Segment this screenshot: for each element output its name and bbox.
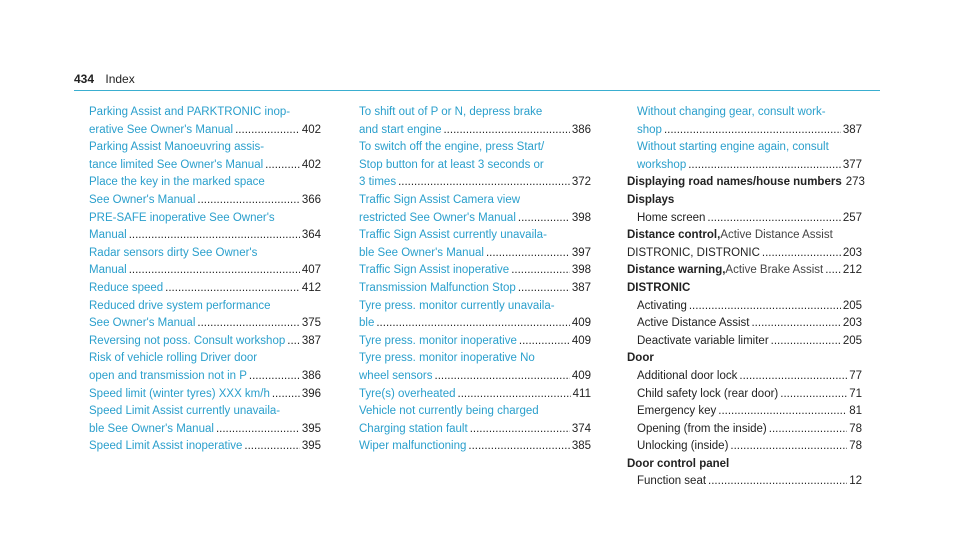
index-entry[interactable] [359, 368, 591, 386]
index-entry[interactable] [359, 280, 591, 298]
index-entry[interactable] [89, 333, 321, 351]
page-reference: 397 [571, 246, 591, 259]
index-entry [627, 456, 862, 474]
index-entry[interactable] [89, 174, 321, 192]
index-entry [627, 280, 862, 298]
index-entry-text: Distance control, [627, 229, 721, 242]
page-reference: 203 [842, 317, 862, 330]
index-entry-text: Manual [89, 229, 127, 242]
index-entry[interactable] [359, 298, 591, 316]
index-entry-text: See Owner's Manual [89, 317, 196, 330]
index-entry[interactable] [359, 227, 591, 245]
index-entry[interactable] [359, 210, 591, 228]
index-column-3 [627, 104, 865, 491]
index-entry-text: Activating [637, 299, 687, 312]
dot-leader [519, 333, 570, 351]
index-entry-text: Speed Limit Assist currently unavaila- [89, 405, 281, 418]
index-entry-text: Tyre press. monitor inoperative [359, 334, 517, 347]
index-entry-text: Reduced drive system performance [89, 299, 271, 312]
index-column-1 [89, 104, 321, 456]
page-reference: 372 [571, 176, 591, 189]
index-entry-text: Speed Limit Assist inoperative [89, 440, 243, 453]
page-reference: 205 [842, 299, 862, 312]
index-entry-text: Wiper malfunctioning [359, 440, 467, 453]
index-entry-text: Vehicle not currently being charged [359, 405, 539, 418]
index-entry [627, 227, 862, 245]
index-entry[interactable] [359, 386, 591, 404]
dot-leader [825, 262, 841, 280]
index-entry-text: Place the key in the marked space [89, 176, 265, 189]
index-entry [627, 245, 862, 263]
dot-leader [718, 403, 847, 421]
dot-leader [739, 368, 847, 386]
dot-leader [197, 192, 299, 210]
index-entry-text: Opening (from the inside) [637, 422, 767, 435]
index-entry-text: restricted See Owner's Manual [359, 211, 516, 224]
page-reference: 81 [849, 405, 862, 418]
page-reference: 203 [842, 246, 862, 259]
index-entry-text: Unlocking (inside) [637, 440, 729, 453]
page-number: 434 [74, 72, 95, 86]
page-reference: 395 [301, 440, 321, 453]
index-entry-text: Transmission Malfunction Stop [359, 281, 516, 294]
index-entry[interactable] [359, 421, 591, 439]
index-entry[interactable] [89, 104, 321, 122]
index-entry-text: Charging station fault [359, 422, 468, 435]
index-entry-text: Radar sensors dirty See Owner's [89, 246, 258, 259]
index-entry[interactable] [359, 104, 591, 122]
index-entry[interactable] [89, 350, 321, 368]
page-header [74, 72, 135, 86]
index-entry-text: Without changing gear, consult work- [637, 106, 826, 118]
page-reference: 387 [301, 334, 321, 347]
page-reference: 273 [845, 176, 865, 189]
index-entry [627, 262, 862, 280]
page-reference: 398 [571, 211, 591, 224]
index-entry-subtext: Active Distance Assist [720, 229, 833, 242]
index-entry[interactable] [89, 421, 321, 439]
dot-leader [287, 333, 300, 351]
index-entry-text: Traffic Sign Assist inoperative [359, 264, 510, 277]
index-entry-text: To switch off the engine, press Start/ [359, 141, 545, 154]
dot-leader [751, 315, 840, 333]
page-reference: 374 [571, 422, 591, 435]
index-entry-text: wheel sensors [359, 369, 433, 382]
page-reference: 395 [301, 422, 321, 435]
dot-leader [265, 157, 300, 175]
index-entry[interactable] [627, 139, 862, 157]
page-reference: 411 [572, 387, 591, 400]
page-reference: 386 [301, 369, 321, 382]
index-entry[interactable] [359, 157, 591, 175]
index-entry[interactable] [627, 157, 862, 175]
page-reference: 78 [849, 422, 862, 435]
index-entry [627, 386, 862, 404]
index-entry-text: and start engine [359, 123, 442, 136]
index-entry[interactable] [89, 122, 321, 140]
dot-leader [470, 421, 570, 439]
page-reference: 377 [842, 158, 862, 171]
page-reference: 409 [571, 334, 591, 347]
page-reference: 12 [849, 475, 862, 488]
index-entry[interactable] [89, 139, 321, 157]
index-entry-text: See Owner's Manual [89, 193, 196, 206]
index-entry-text: Function seat [637, 475, 707, 488]
index-entry[interactable] [359, 174, 591, 192]
index-entry-text: Without starting engine again, consult [637, 141, 829, 154]
index-entry[interactable] [89, 438, 321, 456]
index-entry-text: open and transmission not in P [89, 369, 247, 382]
index-entry-text: Reduce speed [89, 281, 164, 294]
page-reference: 402 [301, 123, 321, 136]
dot-leader [688, 157, 841, 175]
index-entry[interactable] [89, 262, 321, 280]
index-entry [627, 210, 862, 228]
page-reference: 398 [571, 264, 591, 277]
dot-leader [435, 368, 570, 386]
index-entry-text: ble See Owner's Manual [359, 246, 484, 259]
index-entry-text: Displays [627, 193, 675, 206]
page-reference: 366 [301, 193, 321, 206]
index-entry[interactable] [359, 245, 591, 263]
index-entry [627, 333, 862, 351]
index-entry-text: ble See Owner's Manual [89, 422, 214, 435]
index-entry-text: workshop [637, 158, 687, 171]
dot-leader [197, 315, 299, 333]
dot-leader [216, 421, 300, 439]
index-entry-text: Speed limit (winter tyres) XXX km/h [89, 387, 270, 400]
page-reference: 385 [571, 440, 591, 453]
header-rule [74, 90, 880, 91]
page-reference: 386 [571, 123, 591, 136]
index-entry [627, 438, 862, 456]
dot-leader [708, 473, 847, 491]
page-reference: 409 [571, 317, 591, 330]
dot-leader [769, 421, 847, 439]
page-reference: 409 [571, 369, 591, 382]
index-entry-text: PRE-SAFE inoperative See Owner's [89, 211, 275, 224]
index-entry[interactable] [627, 122, 862, 140]
index-entry-text: erative See Owner's Manual [89, 123, 234, 136]
dot-leader [249, 368, 300, 386]
index-entry [627, 350, 862, 368]
page-reference: 402 [301, 158, 321, 171]
index-entry[interactable] [89, 192, 321, 210]
dot-leader [129, 227, 300, 245]
page-reference: 396 [301, 387, 321, 400]
index-entry [627, 298, 862, 316]
index-entry [627, 174, 865, 192]
index-entry-text: Tyre press. monitor currently unavaila- [359, 299, 555, 312]
index-entry-text: shop [637, 123, 662, 136]
page-reference: 71 [849, 387, 862, 400]
dot-leader [468, 438, 569, 456]
index-entry[interactable] [89, 403, 321, 421]
dot-leader [272, 386, 300, 404]
index-entry[interactable] [359, 403, 591, 421]
index-entry [627, 368, 862, 386]
dot-leader [762, 245, 841, 263]
index-entry-text: tance limited See Owner's Manual [89, 158, 264, 171]
index-entry-text: Reversing not poss. Consult workshop [89, 334, 286, 347]
page-reference: 205 [842, 334, 862, 347]
page-reference: 212 [842, 264, 862, 277]
index-entry-text: Parking Assist and PARKTRONIC inop- [89, 106, 291, 118]
dot-leader [511, 262, 570, 280]
index-entry-text: Door control panel [627, 457, 730, 470]
page-section-title: Index [105, 72, 135, 86]
index-entry [627, 192, 862, 210]
dot-leader [486, 245, 570, 263]
index-entry[interactable] [89, 315, 321, 333]
index-entry [627, 473, 862, 491]
index-entry-text: Distance warning, [627, 264, 726, 277]
index-entry-text: Tyre(s) overheated [359, 387, 456, 400]
index-entry-text: DISTRONIC, DISTRONIC [627, 246, 760, 259]
index-entry[interactable] [89, 157, 321, 175]
index-entry[interactable] [359, 192, 591, 210]
index-entry[interactable] [359, 139, 591, 157]
dot-leader [518, 280, 570, 298]
index-entry[interactable] [89, 210, 321, 228]
index-entry[interactable] [89, 245, 321, 263]
index-entry-text: ble [359, 317, 375, 330]
index-entry [627, 421, 862, 439]
index-entry[interactable] [627, 104, 862, 122]
page-reference: 387 [842, 123, 862, 136]
page-reference: 412 [301, 281, 321, 294]
dot-leader [664, 122, 841, 140]
index-entry-text: Stop button for at least 3 seconds or [359, 158, 544, 171]
index-entry[interactable] [359, 262, 591, 280]
index-entry [627, 315, 862, 333]
page-reference: 387 [571, 281, 591, 294]
index-entry-text: Deactivate variable limiter [637, 334, 769, 347]
dot-leader [689, 298, 841, 316]
dot-leader [235, 122, 300, 140]
index-entry-text: DISTRONIC [627, 281, 691, 294]
index-entry[interactable] [89, 368, 321, 386]
page-reference: 364 [301, 229, 321, 242]
dot-leader [458, 386, 571, 404]
page-reference: 78 [849, 440, 862, 453]
index-entry[interactable] [89, 227, 321, 245]
index-entry-text: Parking Assist Manoeuvring assis- [89, 141, 265, 154]
dot-leader [771, 333, 841, 351]
page-reference: 407 [301, 264, 321, 277]
index-entry [627, 403, 862, 421]
dot-leader [780, 386, 847, 404]
index-entry[interactable] [89, 298, 321, 316]
index-entry-text: To shift out of P or N, depress brake [359, 106, 543, 118]
index-entry[interactable] [359, 438, 591, 456]
page-reference: 257 [842, 211, 862, 224]
dot-leader [443, 122, 569, 140]
dot-leader [376, 315, 569, 333]
index-entry-text: Home screen [637, 211, 706, 224]
page-reference: 77 [849, 369, 862, 382]
index-entry-text: Manual [89, 264, 127, 277]
dot-leader [244, 438, 299, 456]
index-entry-subtext: Active Brake Assist [725, 264, 824, 277]
dot-leader [518, 210, 570, 228]
index-entry-text: Traffic Sign Assist currently unavaila- [359, 229, 547, 242]
dot-leader [730, 438, 847, 456]
index-entry-text: Active Distance Assist [637, 317, 750, 330]
index-entry[interactable] [89, 386, 321, 404]
index-entry[interactable] [359, 350, 591, 368]
dot-leader [165, 280, 300, 298]
page-reference: 375 [301, 317, 321, 330]
index-entry-text: Traffic Sign Assist Camera view [359, 193, 521, 206]
index-entry-text: 3 times [359, 176, 397, 189]
index-column-2 [359, 104, 591, 456]
dot-leader [398, 174, 570, 192]
index-entry-text: Emergency key [637, 405, 717, 418]
index-entry-text: Tyre press. monitor inoperative No [359, 352, 535, 365]
dot-leader [707, 210, 840, 228]
index-entry-text: Displaying road names/house numbers [627, 176, 842, 189]
index-entry[interactable] [89, 280, 321, 298]
dot-leader [129, 262, 300, 280]
index-entry-text: Child safety lock (rear door) [637, 387, 779, 400]
index-entry-text: Door [627, 352, 654, 365]
index-entry[interactable] [359, 333, 591, 351]
index-entry[interactable] [359, 315, 591, 333]
index-entry-text: Additional door lock [637, 369, 738, 382]
index-entry[interactable] [359, 122, 591, 140]
index-entry-text: Risk of vehicle rolling Driver door [89, 352, 258, 365]
